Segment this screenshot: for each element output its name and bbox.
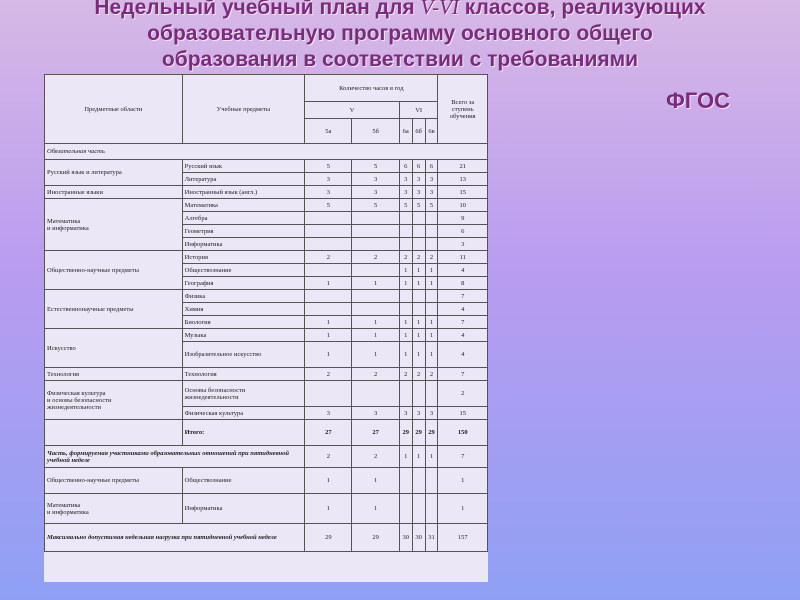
table-row [45, 381, 488, 407]
hours-cell: 1 [352, 342, 399, 368]
hours-cell [305, 303, 352, 316]
hours-cell: 5 [425, 199, 438, 212]
title-line-1 [0, 0, 800, 21]
hours-cell: 30 [412, 524, 425, 552]
subject-area-cell: Технология [45, 368, 183, 381]
subject-cell: Информатика [182, 238, 305, 251]
subject-area-cell: Иностранные языки [45, 186, 183, 199]
hours-cell: 2 [305, 446, 352, 468]
hours-cell: 3 [412, 407, 425, 420]
subject-area-cell: Общественно-научные предметы [45, 251, 183, 290]
table-row [45, 329, 488, 342]
empty-cell [45, 420, 183, 446]
header-class-5b: 5б [352, 119, 399, 144]
hours-cell: 29 [399, 420, 412, 446]
hours-cell: 1 [305, 316, 352, 329]
subject-area-cell: Общественно-научные предметы [45, 468, 183, 494]
hours-cell: 3 [399, 186, 412, 199]
hours-cell [352, 238, 399, 251]
hours-cell: 2 [305, 251, 352, 264]
header-grade-5: V [305, 102, 400, 119]
hours-cell: 3 [305, 407, 352, 420]
hours-cell: 31 [425, 524, 438, 552]
hours-cell: 2 [305, 368, 352, 381]
hours-cell [399, 238, 412, 251]
total-cell: 7 [438, 368, 488, 381]
hours-cell: 3 [399, 407, 412, 420]
header-total: Всего за ступень обучения [438, 75, 488, 144]
hours-cell [412, 303, 425, 316]
hours-cell [399, 290, 412, 303]
header-areas: Предметные области [45, 75, 183, 144]
hours-cell: 1 [352, 329, 399, 342]
hours-cell [425, 303, 438, 316]
subject-cell: Технология [182, 368, 305, 381]
hours-cell: 1 [412, 446, 425, 468]
title-text: Недельный учебный план для [94, 0, 421, 19]
hours-cell: 2 [425, 368, 438, 381]
hours-cell [399, 303, 412, 316]
hours-cell: 1 [352, 468, 399, 494]
hours-cell: 3 [399, 173, 412, 186]
subject-cell: Изобразительное искусство [182, 342, 305, 368]
title-line-3: образования в соответствии с требованиями [161, 48, 639, 71]
hours-cell [412, 238, 425, 251]
variable-part-label: Часть, формируемая участниками образовательных отношений при пятидневной учебной неделе [45, 446, 305, 468]
page-title [0, 0, 800, 73]
total-cell: 1 [438, 494, 488, 524]
subject-cell: География [182, 277, 305, 290]
hours-cell: 1 [305, 468, 352, 494]
header-class-6a: 6а [399, 119, 412, 144]
max-load-row [45, 524, 488, 552]
hours-cell [305, 212, 352, 225]
subject-area-cell: Искусство [45, 329, 183, 368]
hours-cell: 1 [412, 277, 425, 290]
hours-cell: 1 [305, 329, 352, 342]
hours-cell [399, 494, 412, 524]
header-class-5a: 5а [305, 119, 352, 144]
curriculum-table [44, 74, 488, 552]
hours-cell: 3 [425, 407, 438, 420]
hours-cell [399, 468, 412, 494]
table-row [45, 199, 488, 212]
hours-cell: 5 [305, 199, 352, 212]
total-cell: 7 [438, 290, 488, 303]
hours-cell [412, 212, 425, 225]
hours-cell: 1 [412, 264, 425, 277]
section-mandatory: Обязательная часть [45, 144, 488, 160]
hours-cell [425, 212, 438, 225]
hours-cell: 1 [412, 316, 425, 329]
hours-cell: 3 [352, 186, 399, 199]
hours-cell: 1 [425, 277, 438, 290]
hours-cell: 1 [425, 316, 438, 329]
subject-area-cell: Физическая культура и основы безопасности жизнедеятельности [45, 381, 183, 420]
table-row [45, 290, 488, 303]
hours-cell: 3 [425, 186, 438, 199]
total-cell: 15 [438, 186, 488, 199]
subject-cell: Физическая культура [182, 407, 305, 420]
total-cell: 7 [438, 446, 488, 468]
table-row [45, 368, 488, 381]
hours-cell: 30 [399, 524, 412, 552]
hours-cell: 1 [399, 342, 412, 368]
hours-cell: 3 [412, 173, 425, 186]
total-cell: 15 [438, 407, 488, 420]
header-class-6b: 6б [412, 119, 425, 144]
hours-cell: 5 [305, 160, 352, 173]
hours-cell [412, 381, 425, 407]
subject-cell: Геометрия [182, 225, 305, 238]
hours-cell: 2 [352, 446, 399, 468]
hours-cell [352, 212, 399, 225]
hours-cell [412, 468, 425, 494]
hours-cell [352, 225, 399, 238]
hours-cell: 1 [425, 342, 438, 368]
hours-cell: 5 [412, 199, 425, 212]
hours-cell: 1 [399, 277, 412, 290]
subject-cell: Обществознание [182, 264, 305, 277]
hours-cell [305, 290, 352, 303]
hours-cell [352, 290, 399, 303]
header-grade-6: VI [399, 102, 438, 119]
hours-cell [425, 468, 438, 494]
hours-cell [399, 225, 412, 238]
hours-cell: 6 [399, 160, 412, 173]
subject-cell: Химия [182, 303, 305, 316]
hours-cell: 6 [425, 160, 438, 173]
hours-cell: 29 [352, 524, 399, 552]
hours-cell: 3 [305, 173, 352, 186]
subject-area-cell: Естественнонаучные предметы [45, 290, 183, 329]
subject-cell: Обществознание [182, 468, 305, 494]
subject-cell: Физика [182, 290, 305, 303]
total-cell: 21 [438, 160, 488, 173]
subject-cell: Русский язык [182, 160, 305, 173]
hours-cell [412, 494, 425, 524]
hours-cell: 1 [399, 329, 412, 342]
total-cell: 150 [438, 420, 488, 446]
total-cell: 6 [438, 225, 488, 238]
table-row [45, 186, 488, 199]
total-cell: 10 [438, 199, 488, 212]
total-cell: 3 [438, 238, 488, 251]
hours-cell: 6 [412, 160, 425, 173]
hours-cell: 1 [412, 342, 425, 368]
max-load-label: Максимально допустимая недельная нагрузка при пятидневной учебной неделе [45, 524, 305, 552]
variable-part-row [45, 446, 488, 468]
subject-cell: Основы безопасности жизнедеятельности [182, 381, 305, 407]
hours-cell: 1 [305, 494, 352, 524]
total-cell: 157 [438, 524, 488, 552]
hours-cell [425, 238, 438, 251]
fgos-label: ФГОС [666, 88, 730, 113]
hours-cell [425, 290, 438, 303]
total-cell: 4 [438, 303, 488, 316]
hours-cell: 1 [305, 277, 352, 290]
hours-cell: 1 [412, 329, 425, 342]
header-hours: Количество часов в год [305, 75, 438, 102]
hours-cell [352, 264, 399, 277]
hours-cell [425, 381, 438, 407]
hours-cell [305, 225, 352, 238]
header-class-6v: 6в [425, 119, 438, 144]
hours-cell: 29 [425, 420, 438, 446]
total-cell: 7 [438, 316, 488, 329]
total-cell: 4 [438, 264, 488, 277]
hours-cell: 2 [399, 251, 412, 264]
hours-cell: 27 [352, 420, 399, 446]
table-row [45, 494, 488, 524]
subject-cell: Музыка [182, 329, 305, 342]
hours-cell: 2 [352, 368, 399, 381]
hours-cell: 1 [352, 277, 399, 290]
hours-cell: 1 [399, 316, 412, 329]
hours-cell: 1 [425, 329, 438, 342]
hours-cell: 27 [305, 420, 352, 446]
hours-cell: 5 [352, 199, 399, 212]
subject-cell: Алгебра [182, 212, 305, 225]
hours-cell [425, 494, 438, 524]
total-cell: 2 [438, 381, 488, 407]
hours-cell: 1 [352, 494, 399, 524]
total-cell: 11 [438, 251, 488, 264]
subject-cell: Литература [182, 173, 305, 186]
hours-cell [412, 290, 425, 303]
hours-cell [412, 225, 425, 238]
hours-cell [399, 212, 412, 225]
hours-cell [305, 381, 352, 407]
hours-cell: 1 [399, 264, 412, 277]
hours-cell: 3 [305, 186, 352, 199]
hours-cell: 2 [412, 251, 425, 264]
table-row [45, 160, 488, 173]
hours-cell: 3 [352, 173, 399, 186]
hours-cell: 1 [425, 264, 438, 277]
hours-cell: 3 [352, 407, 399, 420]
hours-cell: 5 [352, 160, 399, 173]
subject-cell: Биология [182, 316, 305, 329]
subject-area-cell: Русский язык и литература [45, 160, 183, 186]
subject-area-cell: Математика и информатика [45, 199, 183, 251]
hours-cell: 2 [412, 368, 425, 381]
hours-cell [305, 264, 352, 277]
hours-cell [352, 381, 399, 407]
hours-cell: 5 [399, 199, 412, 212]
hours-cell: 1 [425, 446, 438, 468]
hours-cell [425, 225, 438, 238]
itogo-row [45, 420, 488, 446]
total-cell: 1 [438, 468, 488, 494]
total-cell: 13 [438, 173, 488, 186]
hours-cell: 1 [305, 342, 352, 368]
subject-cell: Иностранный язык (англ.) [182, 186, 305, 199]
title-line-2: образовательную программу основного общего [147, 22, 653, 45]
hours-cell [352, 303, 399, 316]
subject-cell: Информатика [182, 494, 305, 524]
table-row [45, 468, 488, 494]
subject-cell: История [182, 251, 305, 264]
itogo-label: Итого: [182, 420, 305, 446]
hours-cell: 3 [412, 186, 425, 199]
table-row [45, 251, 488, 264]
total-cell: 8 [438, 277, 488, 290]
hours-cell: 3 [425, 173, 438, 186]
hours-cell: 2 [399, 368, 412, 381]
subject-cell: Математика [182, 199, 305, 212]
hours-cell: 29 [412, 420, 425, 446]
hours-cell: 29 [305, 524, 352, 552]
hours-cell [399, 381, 412, 407]
hours-cell: 1 [399, 446, 412, 468]
hours-cell [305, 238, 352, 251]
hours-cell: 1 [352, 316, 399, 329]
header-subjects: Учебные предметы [182, 75, 305, 144]
total-cell: 4 [438, 342, 488, 368]
hours-cell: 2 [425, 251, 438, 264]
hours-cell: 2 [352, 251, 399, 264]
curriculum-document [44, 74, 488, 582]
title-text: классов, реализующих [458, 0, 706, 19]
subject-area-cell: Математика и информатика [45, 494, 183, 524]
title-grades: V-VI [420, 0, 459, 19]
total-cell: 9 [438, 212, 488, 225]
total-cell: 4 [438, 329, 488, 342]
